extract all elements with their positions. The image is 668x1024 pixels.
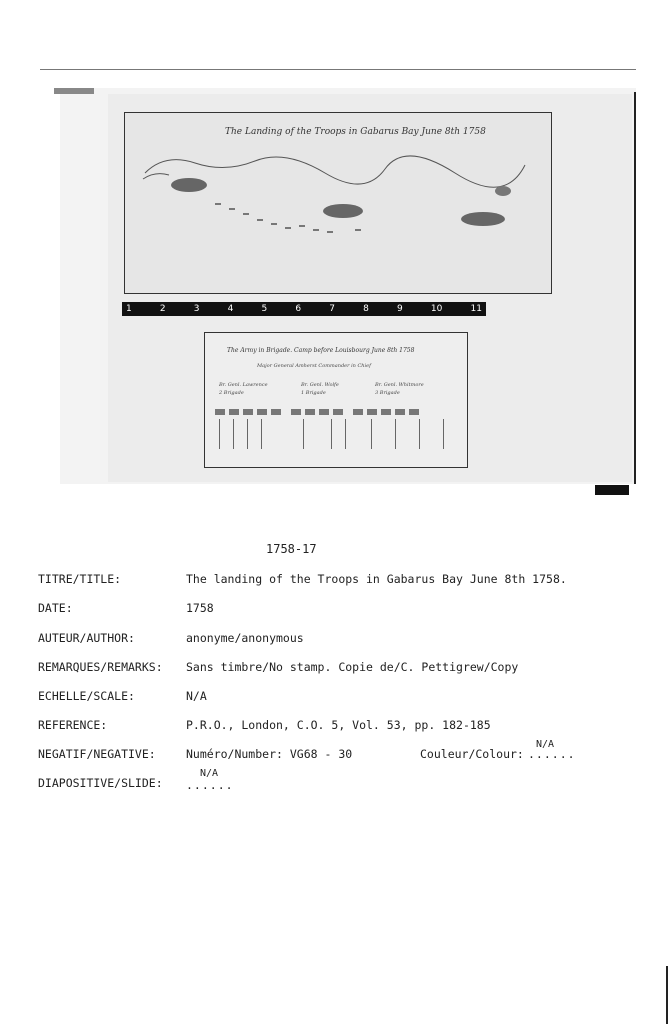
field-value: The landing of the Troops in Gabarus Bay June 8th 1758. [186,572,567,586]
field-label: NEGATIF/NEGATIVE: [38,747,156,761]
top-rule [40,69,636,70]
troop-landing-4 [495,186,511,196]
field-title [38,572,638,590]
brigade-name: 3 Brigade [375,390,400,396]
photo-corner [54,88,94,94]
ruler-tick-label: 2 [159,304,166,314]
brigade-general: Br. Genl. Lawrence [219,382,268,388]
brigade-general: Br. Genl. Wolfe [301,382,339,388]
field-label: ECHELLE/SCALE: [38,689,135,703]
field-value: 1758 [186,601,214,615]
field-label: DATE: [38,601,73,615]
photo-left-edge [54,88,60,484]
brigade-general: Br. Genl. Whitmore [375,382,424,388]
field-value: N/A [200,768,219,779]
colour-value: N/A [536,739,555,750]
troop-landing-2 [323,204,363,218]
ruler-tick-label: 5 [261,304,268,314]
troop-landing-1 [171,178,207,192]
brigade-name: 2 Brigade [219,390,244,396]
field-value: Sans timbre/No stamp. Copie de/C. Pettigrew/Copy [186,660,519,674]
ruler-tick-label: 1 [126,304,132,314]
field-label: TITRE/TITLE: [38,572,122,586]
field-date [38,601,638,619]
document-id: 1758-17 [266,542,317,556]
field-value: P.R.O., London, C.O. 5, Vol. 53, pp. 182-185 [186,718,491,732]
table-title: The Army in Brigade. Camp before Louisbourg June 8th 1758 [227,347,415,354]
field-value: Numéro/Number: VG68 - 30 [186,747,353,761]
colour-label: Couleur/Colour: [420,747,524,761]
field-label: REMARQUES/REMARKS: [38,660,163,674]
ruler-tick-label: 9 [397,304,403,314]
ruler-tick-label: 7 [329,304,335,314]
ruler-tick-label: 4 [227,304,234,314]
scale-ruler [122,302,486,316]
map-title: The Landing of the Troops in Gabarus Bay June 8th 1758 [225,127,486,137]
map-photograph [54,88,636,484]
field-value: anonyme/anonymous [186,631,304,645]
field-scale [38,689,638,707]
brigade-column [301,381,339,397]
sheet-header-note [114,98,574,106]
field-label: REFERENCE: [38,718,108,732]
film-tab [595,485,629,495]
ruler-tick-label: 11 [470,304,482,314]
field-slide: DIAPOSITIVE/SLIDE: N/A ...... [38,768,234,792]
brigade-name: 1 Brigade [301,390,326,396]
field-label: AUTEUR/AUTHOR: [38,631,135,645]
ruler-tick-label: 8 [363,304,369,314]
field-reference [38,718,638,736]
brigade-column [375,381,424,397]
troop-landing-3 [461,212,505,226]
table-subtitle: Major General Amherst Commander in Chief [257,363,371,369]
army-order-table [204,332,468,468]
field-negative: NEGATIF/NEGATIVE: Numéro/Number: VG68 - 30 Couleur/Colour: N/A ...... [38,739,576,761]
ruler-tick-label: 3 [193,304,200,314]
field-label: DIAPOSITIVE/SLIDE: [38,776,163,790]
landing-map [124,112,552,294]
brigade-column [219,381,268,397]
photo-right-edge [634,92,636,484]
field-author [38,631,638,649]
regiment-flags [215,409,419,415]
field-value: N/A [186,689,207,703]
ruler-tick-label: 10 [430,304,443,314]
ruler-tick-label: 6 [295,304,302,314]
field-remarks [38,660,638,678]
coastline-drawing [125,113,551,293]
